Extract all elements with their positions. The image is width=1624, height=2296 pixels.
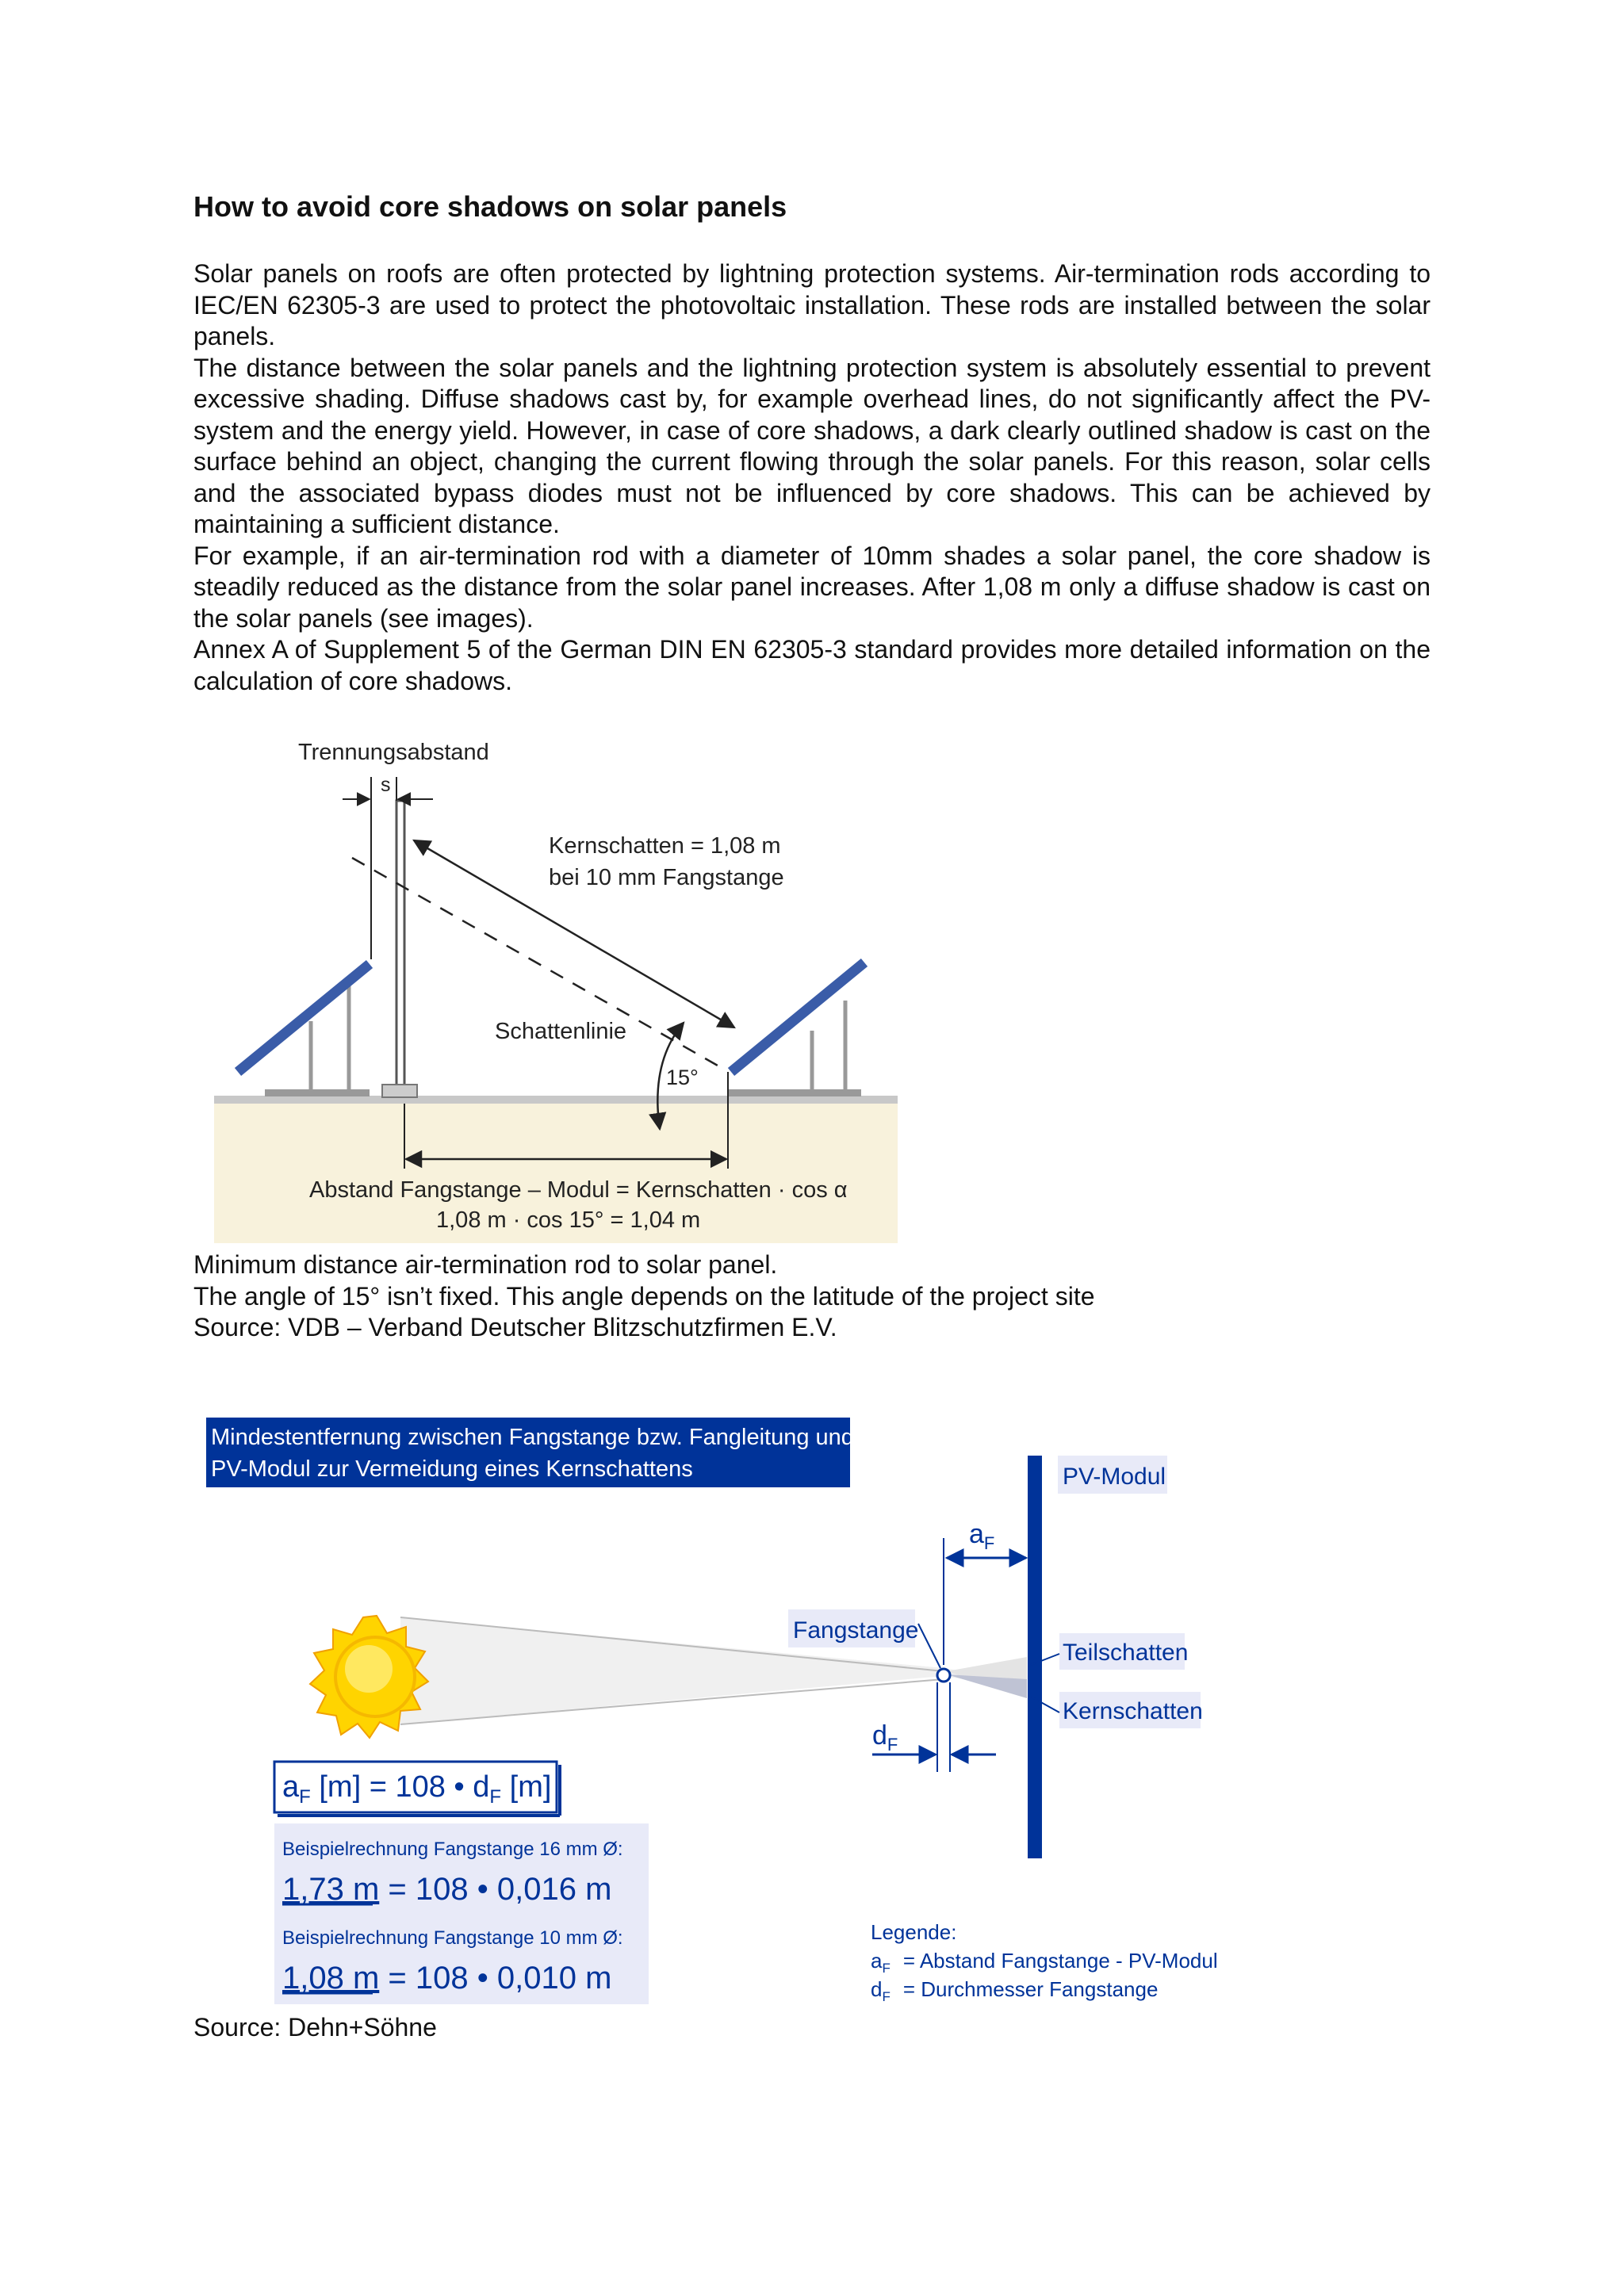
legend-title: Legende: (871, 1920, 957, 1944)
pv-module-label: PV-Modul (1063, 1464, 1166, 1490)
paragraph: Annex A of Supplement 5 of the German DIN EN 62305-3 standard provides more detailed information on the calculation of core shadows. (193, 635, 1431, 695)
light-cone (400, 1617, 1023, 1724)
d-f-label: $d_F$ (872, 1720, 898, 1755)
shadow-line-label: Schattenlinie (495, 1019, 627, 1044)
rod-label: Fangstange (793, 1617, 919, 1644)
header-text: PV-Modul zur Vermeidung eines Kernschattens (211, 1456, 693, 1482)
formula-label: 1,08 m · cos 15° = 1,04 m (436, 1207, 701, 1233)
paragraph: For example, if an air-termination rod with a diameter of 10mm shades a solar panel, the core shadow is steadily reduced as the distance from the solar panel increases. After 1,08 m only a diffuse shadow is cast on the solar panels (see images). (193, 541, 1431, 633)
legend-item: $d_F$ = Durchmesser Fangstange (871, 1977, 1159, 2004)
rod-cross-section (937, 1669, 950, 1682)
caption-line: Source: VDB – Verband Deutscher Blitzschutzfirmen E.V. (193, 1313, 837, 1341)
caption-line: Minimum distance air-termination rod to solar panel. (193, 1250, 778, 1279)
caption-line: The angle of 15° isn’t fixed. This angle depends on the latitude of the project site (193, 1281, 1095, 1311)
separation-label: Trennungsabstand (298, 740, 489, 765)
legend-item: $a_F = Abstand$ Fangstange - PV-Modul (871, 1949, 1218, 1976)
example-formula: 1,08 m = 108 • 0,010 m (282, 1961, 612, 1996)
example-formula: 1,73 m = 108 • 0,016 m (282, 1872, 612, 1907)
core-shadow-label: bei 10 mm Fangstange (549, 865, 784, 890)
a-f-label: $a_F$ (969, 1519, 995, 1553)
example-title: Beispielrechnung Fangstange 16 mm Ø: (282, 1839, 623, 1860)
rod-pointer (918, 1624, 940, 1668)
formula-label: Abstand Fangstange – Modul = Kernschatten · cos α (309, 1177, 848, 1203)
pv-module (1028, 1456, 1042, 1858)
page-title: How to avoid core shadows on solar panels (193, 190, 787, 223)
paragraph: Solar panels on roofs are often protected by lightning protection systems. Air-termination rods according to IEC/EN 62305-3 are used to protect the photovoltaic installation. These rods are installed between the solar panels. (193, 259, 1431, 350)
s-label: s (381, 774, 391, 796)
core-shadow-label: Kernschatten = 1,08 m (549, 833, 781, 859)
example-title: Beispielrechnung Fangstange 10 mm Ø: (282, 1927, 623, 1949)
core-shadow-label: Kernschatten (1063, 1698, 1203, 1724)
angle-label: 15° (666, 1066, 699, 1089)
figure2-source: Source: Dehn+Söhne (193, 2013, 437, 2042)
partial-shadow-label: Teilschatten (1063, 1640, 1189, 1666)
formula-text: $a_F$ [m] = 108 • $d_F$ [m] (282, 1770, 552, 1808)
header-text: Mindestentfernung zwischen Fangstange bzw. Fangleitung und (211, 1425, 854, 1450)
paragraph: The distance between the solar panels and the lightning protection system is absolutely essential to prevent excessive shading. Diffuse shadows cast by, for example overhead lines, do not significantly affect the PV-system and the energy yield. However, in case of core shadows, a dark clearly outlined shadow is cast on the surface behind an object, changing the current flowing through the solar panels. For this reason, solar cells and the associated bypass diodes must not be influenced by core shadows. This can be achieved by maintaining a sufficient distance. (193, 353, 1431, 538)
